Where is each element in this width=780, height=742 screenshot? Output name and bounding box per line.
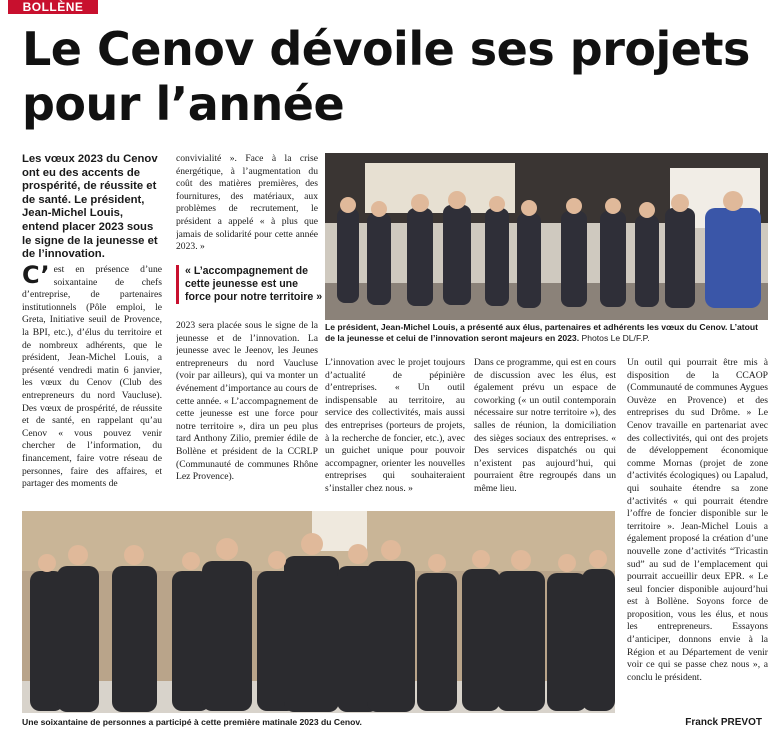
caption-text: Le président, Jean-Michel Louis, a présenté aux élus, partenaires et adhérents les vœux du Cenov. L’atout de la jeunesse et celui de l’innovation seront majeurs en 2023. <box>325 322 758 343</box>
photo-audience-caption: Une soixantaine de personnes a participé à cette première matinale 2023 du Cenov. <box>22 717 362 727</box>
photo-credit: Photos Le DL/F.P. <box>581 333 650 343</box>
photo-audience <box>22 511 615 713</box>
body-text-col2-top: convivialité ». Face à la crise énergétique, à l’augmentation du coût des matières premières, des fournitures, des matériaux, aux problèmes de recrutement, le président a appelé « à plus que jamais de solidarité pour cette année 2023. » <box>176 153 318 253</box>
body-column-2-top <box>176 153 318 263</box>
body-column-1 <box>22 264 162 504</box>
photo-speakers-caption <box>325 322 768 344</box>
body-column-4 <box>474 357 616 507</box>
photo-speakers <box>325 153 768 320</box>
body-text-col2-bottom: 2023 sera placée sous le signe de la jeunesse et de l’innovation. La jeunesse avec le Jeenov, les Jeunes entrepreneurs du nord Vaucluse (voir par ailleurs), qui va monter un événement d’importance au cours de cette année. « L’accompagnement de cette jeunesse est une force pour notre territoire », dira un peu plus tard Anthony Zilio, premier édile de Bollène et président de la CCRLP (Communauté de communes Rhône Lez Provence). <box>176 320 318 483</box>
body-text-col5: Un outil qui pourrait être mis à disposition de la CCAOP (Communauté de communes Aygues Ouvèze en Provence) et des entreprises du sud Drôme. » Le Cenov travaille en partenariat avec des collectivités, qui ont des projets de développement économique comme Mornas (projet de zone d’activités écologiques) ou Lapalud, qui souhaite étendre sa zone d’activités « qui pourrait étendre l’offre de foncier disponible sur le territoire ». Jean-Michel Louis a également proposé la création d’une nouvelle zone d’activités “Tricastin sud” au sud de l’emplacement qui pourrait accueillir deux EPR. « Le seul foncier disponible aujourd’hui est à Bollène. Soyons force de proposition, vous les élus, et nous les entrepreneurs. Essayons d’anticiper, donnons envie à la Région et au Département de venir voir ce qui se passe chez nous », a conclu le président. <box>627 357 768 683</box>
section-tag: BOLLÈNE <box>8 0 98 14</box>
body-text-col4: Dans ce programme, qui est en cours de discussion avec les élus, est également prévu un espace de coworking (« un outil contemporain nécessaire sur notre territoire »), des salles de réunion, la domiciliation des sièges sociaux des entreprises. « Des services dispatchés ou qui n’existent pas aujourd’hui, qui pourraient être regroupés dans un même lieu. <box>474 357 616 494</box>
body-column-3 <box>325 357 465 507</box>
article-headline: Le Cenov dévoile ses projets pour l’année <box>22 22 750 131</box>
author-signature: Franck PREVOT <box>685 717 762 728</box>
body-text-col1: est en présence d’une soixantaine de chefs d’entreprise, de partenaires institutionnels (Pôle emploi, le Greta, Initiative seuil de Provence, la BPI, etc.), d’élus du territoire et de nombreux adhérents, que le président, Jean-Michel Louis, a présenté vendredi matin 6 janvier, les vœux du Cenov (Club des entrepreneurs du nord Vaucluse). Des vœux de prospérité, de réussite et de santé, en rappelant qu’au Cenov « vous pouvez venir chercher de l’information, du financement, faire votre réseau de personnes, faire des affaires, et partager des moments de <box>22 264 162 490</box>
article-lead: Les vœux 2023 du Cenov ont eu des accents de prospérité, de réussite et de santé. Le président, Jean-Michel Louis, entend placer 2023 sous le signe de la jeunesse et de l’innovation. <box>22 153 158 261</box>
drop-cap: C’ <box>22 264 50 289</box>
body-column-5 <box>627 357 768 713</box>
pull-quote: « L’accompagnement de cette jeunesse est une force pour notre territoire » <box>176 265 323 304</box>
body-text-col3: L’innovation avec le projet toujours d’actualité de pépinière d’entreprises. « Un outil indispensable au territoire, au service des collectivités, mais aussi des entreprises (porteurs de projets, à la recherche de foncier, etc.), avec un guichet unique pour pouvoir accompagner, orienter les nouvelles entreprises qui souhaiteraient s’installer chez nous. » <box>325 357 465 494</box>
photo-audience-illustration <box>22 511 615 713</box>
body-column-2-bottom <box>176 320 318 506</box>
photo-speakers-illustration <box>325 153 768 320</box>
